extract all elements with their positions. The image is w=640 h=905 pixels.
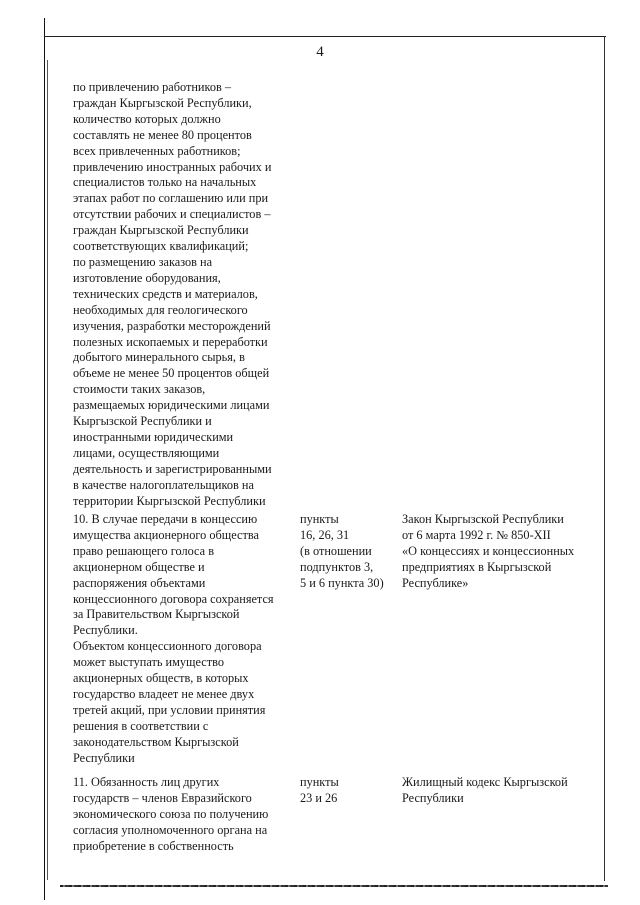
page-number: 4	[316, 44, 324, 60]
row-10-clauses: пункты 16, 26, 31 (в отношении подпунктов 3, 5 и 6 пункта 30)	[300, 512, 384, 590]
page-border-top	[44, 36, 606, 37]
page-border-left-inner	[47, 60, 48, 880]
page-border-bottom	[60, 885, 608, 887]
row-continued-requirement-text: по привлечению работников – граждан Кыргызской Республики, количество которых должно составлять не менее 80 процентов всех привлеченных работников; привлечению иностранных рабочих и специалистов только на начальных этапах работ по соглашению или при отсутствии рабочих и специалистов – граждан Кыргызской Республики соответствующих квалификаций; по размещению заказов на изготовление оборудования, технических средств и материалов, необходимых для геологического изучения, разработки месторождений полезных ископаемых и переработки добытого минерального сырья, в объеме не менее 50 процентов общей стоимости таких заказов, размещаемых юридическими лицами Кыргызской Республики и иностранными юридическими лицами, осуществляющими деятельность и зарегистрированными в качестве налогоплательщиков на территории Кыргызской Республики	[73, 80, 272, 508]
row-10-legal-act: Закон Кыргызской Республики от 6 марта 1992 г. № 850-XII «О концессиях и концессионных предприятиях в Кыргызской Республике»	[402, 512, 575, 590]
row-10-requirement-text: 10. В случае передачи в концессию имущества акционерного общества право решающего голоса в акционерном обществе и распоряжения объектами концессионного договора сохраняется за Правительством Кыргызской Республики. Объектом концессионного договора может выступать имущество акционерных обществ, в которых государство владеет не менее двух третей акций, при условии принятия решения в соответствии с законодательством Кыргызской Республики	[73, 512, 274, 765]
row-11-clauses: пункты 23 и 26	[300, 775, 339, 805]
page-border-right	[604, 36, 605, 881]
row-11-requirement-text: 11. Обязанность лиц других государств – членов Евразийского экономического союза по получению согласия уполномоченного органа на приобретение в собственность	[73, 775, 269, 853]
page-border-left	[44, 18, 45, 900]
row-11-legal-act: Жилищный кодекс Кыргызской Республики	[402, 775, 568, 805]
